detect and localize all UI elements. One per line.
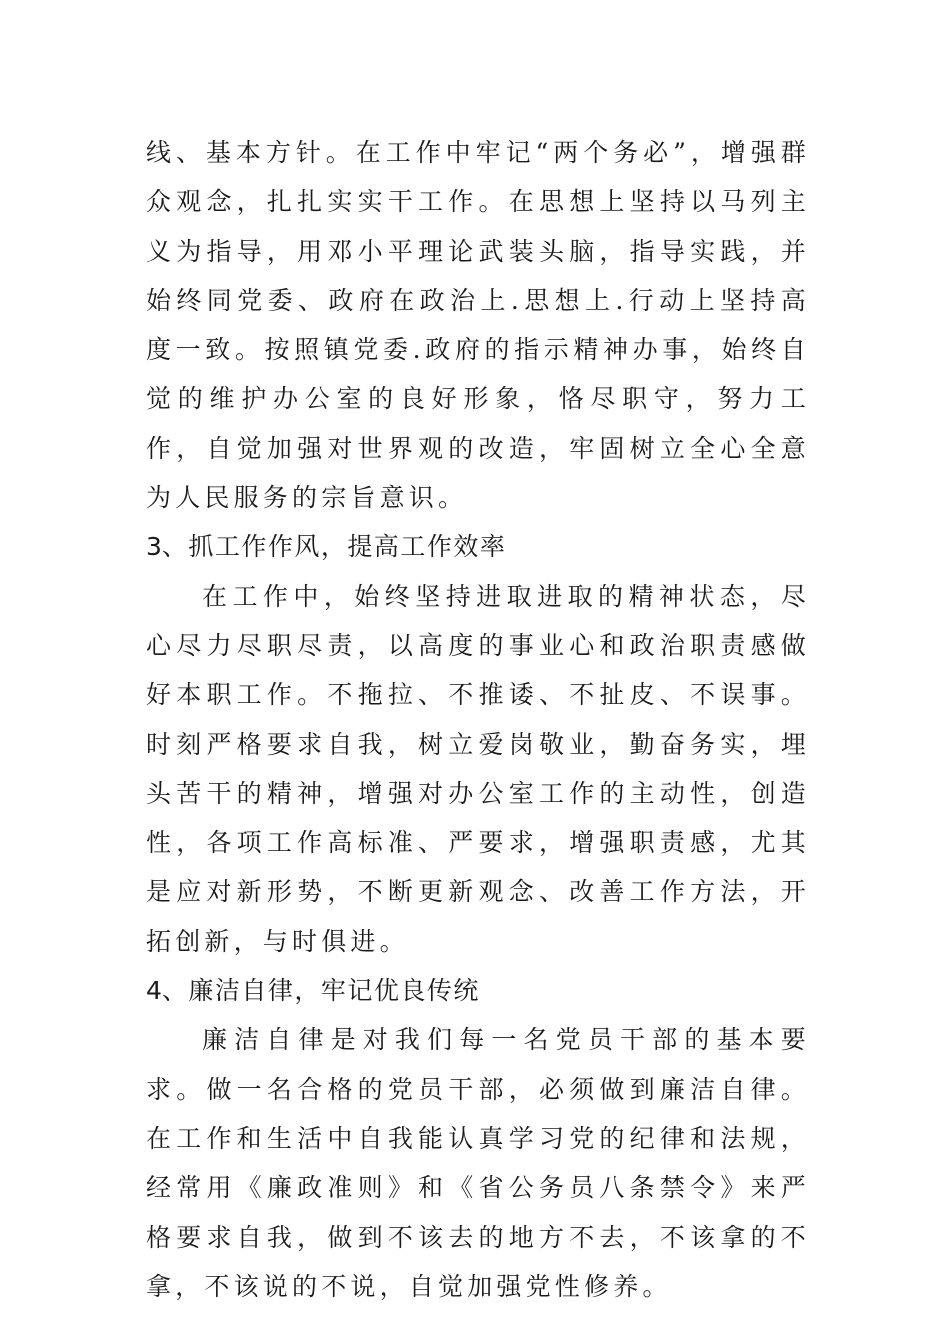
heading-number: 4 bbox=[146, 976, 162, 1006]
paragraph-continued: 线、基本方针。在工作中牢记“两个务必”，增强群众观念，扎扎实实干工作。在思想上坚持以马列主义为指导，用邓小平理论武装头脑，指导实践，并始终同党委、政府在政治上.思想上.行动上坚持高度一致。按照镇党委.政府的指示精神办事，始终自觉的维护办公室的良好形象，恪尽职守，努力工作，自觉加强对世界观的改造，牢固树立全心全意为人民服务的宗旨意识。 bbox=[146, 138, 810, 513]
document-body bbox=[146, 128, 810, 1311]
heading-number: 3 bbox=[146, 532, 162, 562]
section-heading-4 bbox=[146, 966, 810, 1015]
paragraph-work-style: 在工作中，始终坚持进取进取的精神状态，尽心尽力尽职尽责，以高度的事业心和政治职责感做好本职工作。不拖拉、不推诿、不扯皮、不误事。时刻严格要求自我，树立爱岗敬业，勤奋务实，埋头苦干的精神，增强对办公室工作的主动性，创造性，各项工作高标准、严要求，增强职责感，尤其是应对新形势，不断更新观念、改善工作方法，开拓创新，与时俱进。 bbox=[146, 581, 810, 956]
heading-text: 、廉洁自律，牢记优良传统 bbox=[161, 976, 480, 1006]
paragraph-integrity: 廉洁自律是对我们每一名党员干部的基本要求。做一名合格的党员干部，必须做到廉洁自律。在工作和生活中自我能认真学习党的纪律和法规，经常用《廉政准则》和《省公务员八条禁令》来严格要求自我，做到不该去的地方不去，不该拿的不拿，不该说的不说，自觉加强党性修养。 bbox=[146, 1025, 810, 1301]
section-heading-3 bbox=[146, 522, 810, 571]
heading-text: 、抓工作作风，提高工作效率 bbox=[161, 532, 507, 562]
